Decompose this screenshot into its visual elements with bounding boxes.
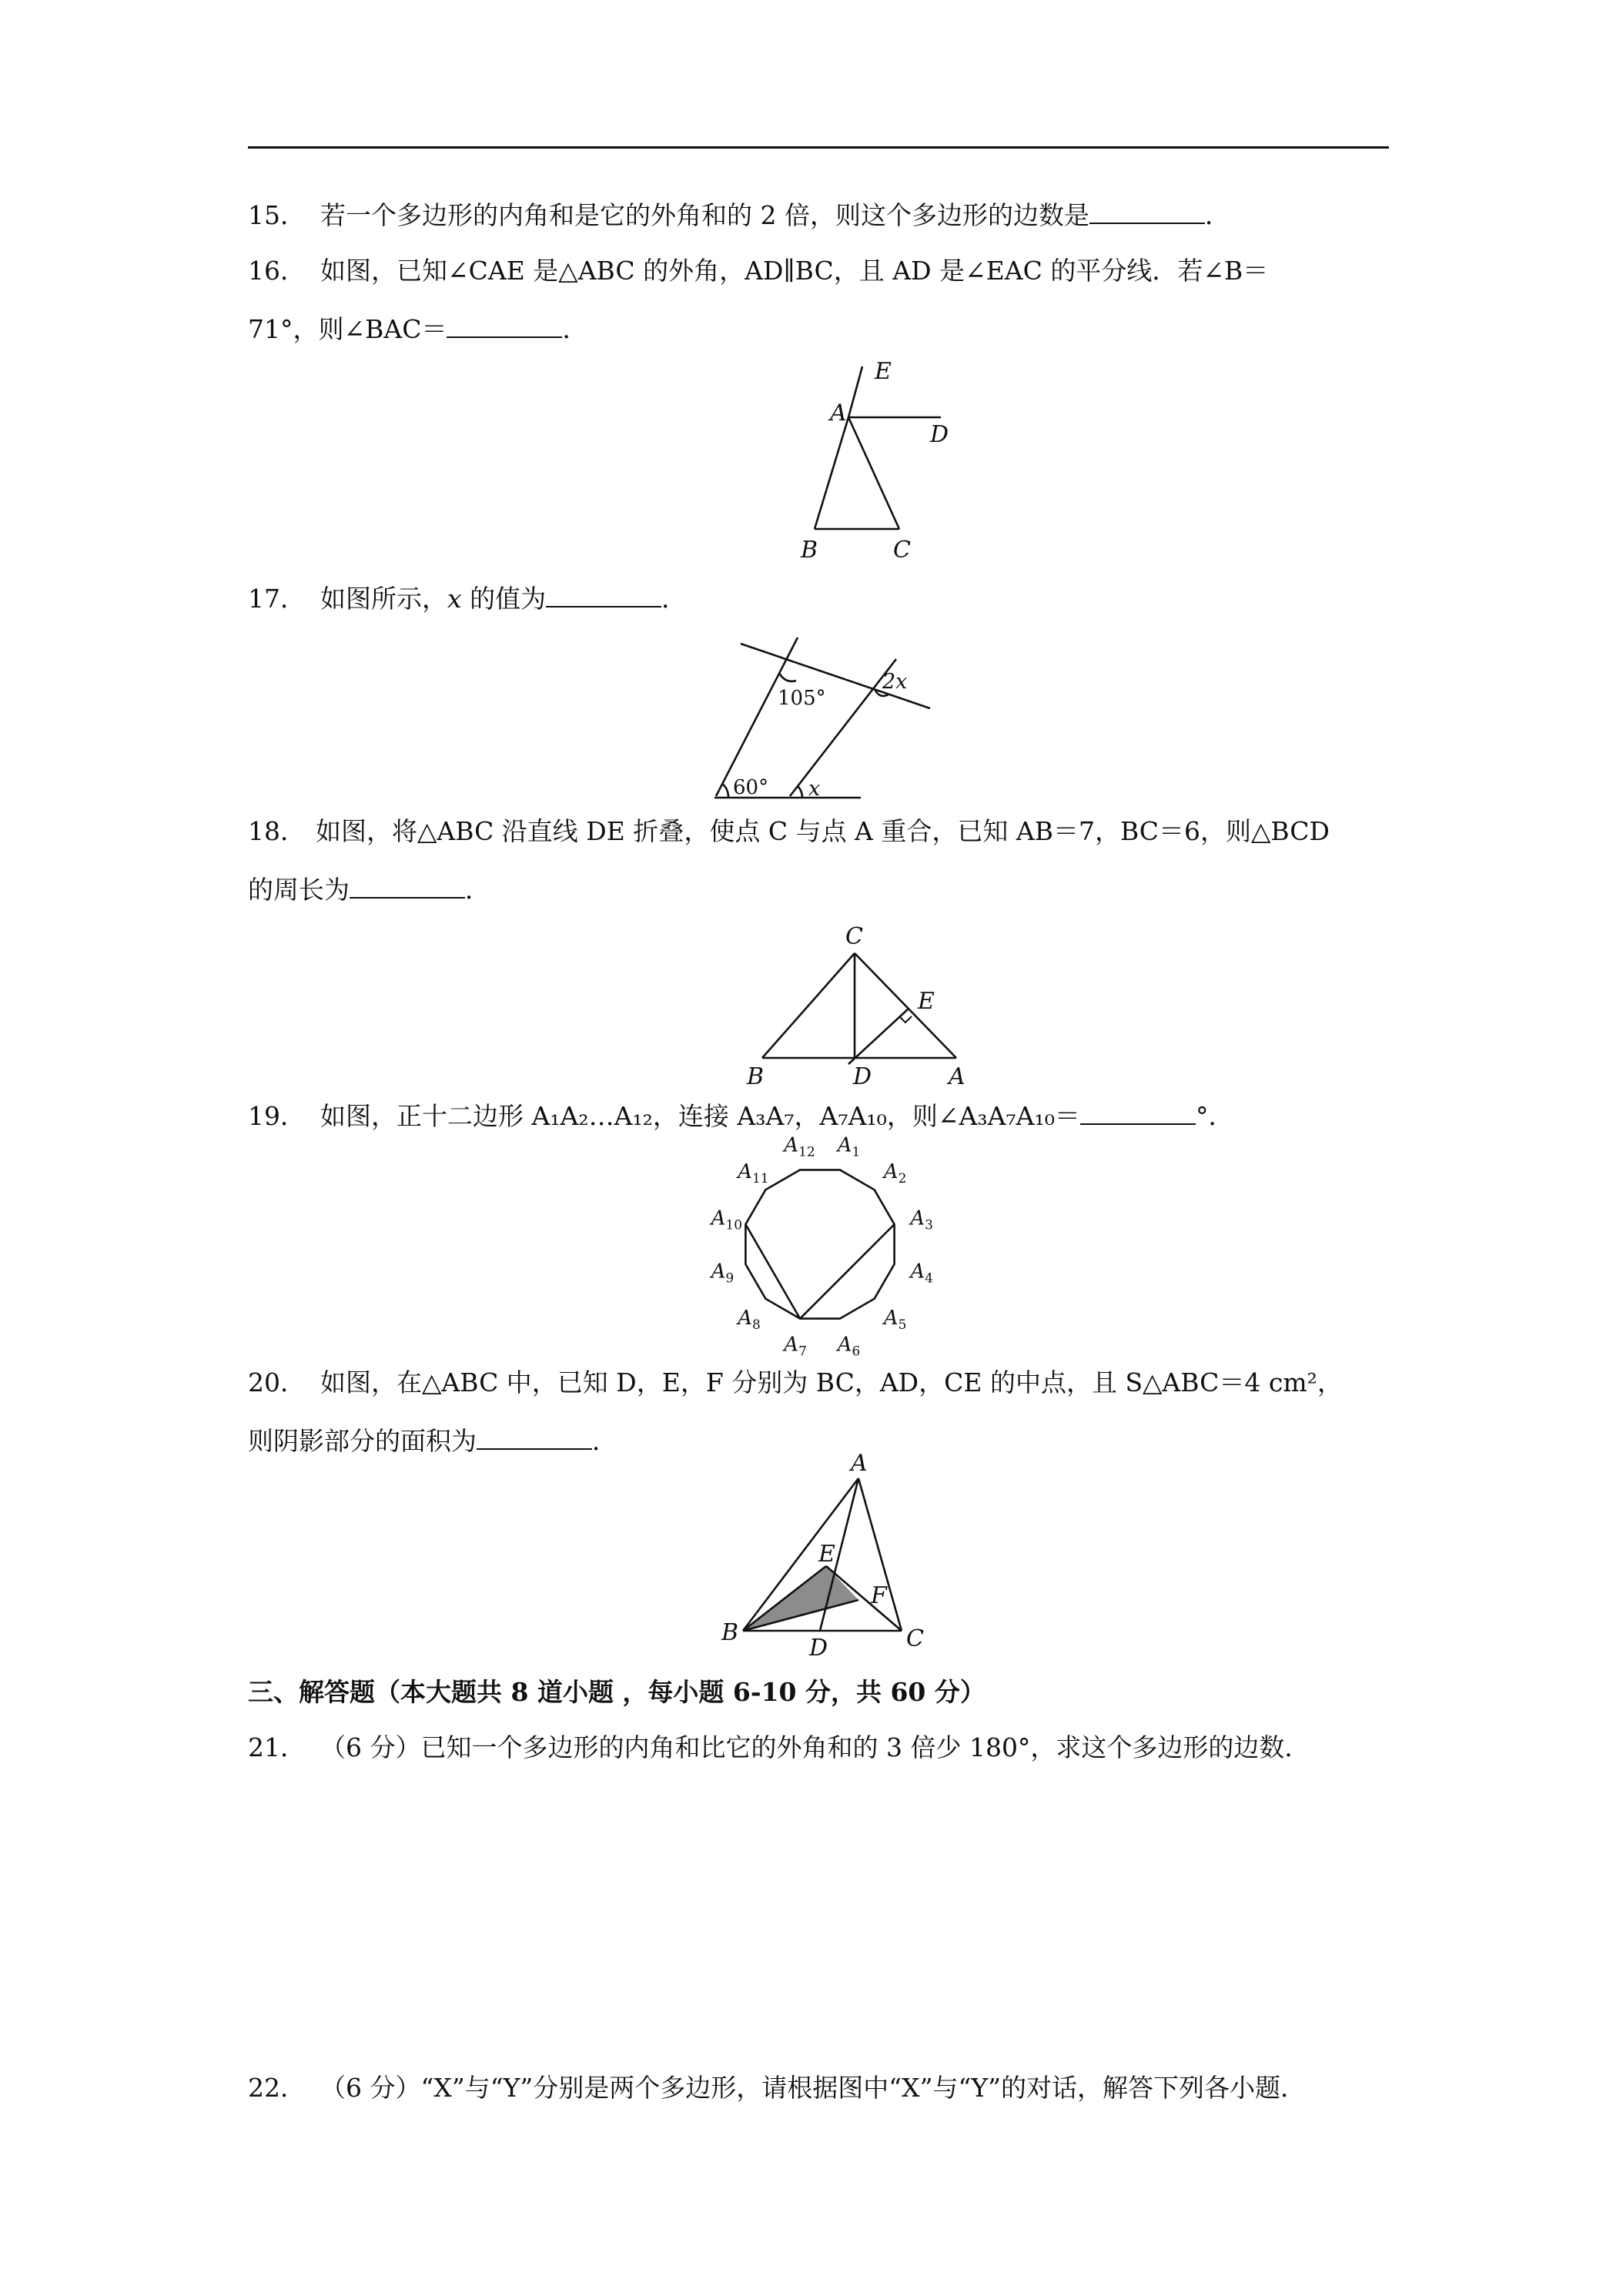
section-title: 三、解答题（本大题共 8 道小题 ，每小题 6-10 分，共 60 分）	[248, 1677, 986, 1707]
angle-arc-60	[722, 784, 728, 798]
label-b: B	[801, 537, 818, 564]
label-60: 60°	[733, 776, 769, 799]
label-e: E	[875, 358, 892, 385]
segment-bc	[762, 953, 855, 1058]
angle-arc-x	[798, 786, 802, 798]
label-c: C	[845, 923, 863, 950]
label-e: E	[918, 988, 935, 1015]
label-a: A	[851, 1450, 868, 1477]
ray-ae	[848, 366, 862, 417]
question-16-line2: 71°，则∠BAC＝ ．	[248, 314, 588, 344]
question-20-line2: 则阴影部分的面积为 ．	[248, 1426, 617, 1456]
question-18	[248, 815, 1389, 848]
label-a: A	[949, 1063, 965, 1090]
question-text: 如图，已知∠CAE 是△ABC 的外角，AD∥BC，且 AD 是∠EAC 的平分线．若∠B＝	[320, 256, 1269, 286]
figure-18	[747, 921, 978, 1089]
answer-blank[interactable]	[1089, 199, 1205, 224]
vertex-label-a5: $A_5$	[883, 1306, 907, 1333]
label-f: F	[871, 1582, 887, 1609]
question-number: 17．	[248, 584, 306, 614]
shaded-triangle-bef	[743, 1566, 858, 1631]
question-number: 18．	[248, 816, 306, 846]
segment-ab	[815, 417, 848, 529]
figure-17	[693, 630, 947, 807]
vertex-labels	[710, 1134, 933, 1360]
label-x: x	[808, 777, 821, 801]
label-b: B	[721, 1619, 739, 1646]
question-number: 21．	[248, 1732, 306, 1762]
question-22	[248, 2071, 1389, 2105]
label-d: D	[853, 1063, 872, 1090]
question-text: （6 分）已知一个多边形的内角和比它的外角和的 3 倍少 180°，求这个多边形的边数．	[320, 1732, 1310, 1762]
vertex-label-a8: $A_8$	[738, 1306, 761, 1333]
question-text: 如图，正十二边形 A₁A₂…A₁₂，连接 A₃A₇，A₇A₁₀，则∠A₃A₇A₁₀＝	[320, 1101, 1080, 1131]
question-number: 19．	[248, 1101, 306, 1131]
question-19: 19． 如图，正十二边形 A₁A₂…A₁₂，连接 A₃A₇，A₇A₁₀，则∠A₃A₇A₁₀＝ °．	[248, 1099, 1389, 1133]
vertex-label-a6: $A_6$	[837, 1333, 861, 1360]
answer-blank[interactable]	[447, 313, 562, 338]
question-number: 15．	[248, 200, 306, 230]
label-e: E	[818, 1541, 835, 1568]
vertex-label-a11: $A_{11}$	[738, 1160, 769, 1187]
question-21	[248, 1731, 1389, 1765]
figure-20	[712, 1450, 935, 1662]
question-text: 的周长为	[248, 875, 350, 905]
question-18-line2: 的周长为 ．	[248, 875, 490, 905]
vertex-label-a12: $A_{12}$	[784, 1133, 815, 1160]
label-d: D	[930, 421, 949, 448]
question-text: （6 分）“X”与“Y”分别是两个多边形，请根据图中“X”与“Y”的对话，解答下列各小题．	[320, 2073, 1307, 2103]
answer-blank[interactable]	[1080, 1100, 1196, 1125]
label-b: B	[747, 1063, 765, 1090]
vertex-label-a3: $A_3$	[910, 1207, 934, 1233]
question-text: 71°，则∠BAC＝	[248, 314, 447, 344]
question-text: 如图，在△ABC 中，已知 D，E，F 分别为 BC，AD，CE 的中点，且 S△ABC＝4 cm²，	[320, 1367, 1343, 1397]
answer-blank[interactable]	[546, 583, 661, 607]
right-angle-mark	[899, 1016, 912, 1022]
vertex-label-a7: $A_7$	[784, 1333, 807, 1360]
answer-blank[interactable]	[350, 874, 465, 899]
question-text: 若一个多边形的内角和是它的外角和的 2 倍，则这个多边形的边数是	[320, 200, 1089, 230]
question-number: 16．	[248, 256, 306, 286]
answer-blank[interactable]	[477, 1425, 592, 1450]
diagonal-a7-a10	[745, 1224, 800, 1318]
regular-dodecagon	[745, 1170, 894, 1318]
vertex-label-a4: $A_4$	[910, 1260, 934, 1287]
label-d: D	[809, 1635, 828, 1662]
label-a: A	[830, 400, 847, 427]
vertex-label-a2: $A_2$	[883, 1160, 907, 1187]
label-105: 105°	[778, 687, 826, 710]
label-c: C	[893, 537, 911, 564]
header-rule	[248, 146, 1389, 149]
question-text: 如图，将△ABC 沿直线 DE 折叠，使点 C 与点 A 重合，已知 AB＝7，BC＝6，则△BCD	[316, 816, 1330, 846]
question-text: 则阴影部分的面积为	[248, 1426, 477, 1456]
vertex-label-a9: $A_9$	[711, 1260, 735, 1287]
question-number: 22．	[248, 2073, 306, 2103]
question-20	[248, 1366, 1389, 1400]
label-c: C	[906, 1625, 924, 1652]
question-15: 15． 若一个多边形的内角和是它的外角和的 2 倍，则这个多边形的边数是 ．	[248, 199, 1389, 233]
question-16	[248, 254, 1389, 288]
segment-ac	[848, 417, 899, 529]
question-17: 17． 如图所示，x 的值为 ．	[248, 582, 1389, 616]
diagonal-a3-a7	[800, 1224, 894, 1318]
segment-ca	[855, 953, 956, 1058]
figure-16	[785, 356, 970, 565]
figure-19	[704, 1133, 935, 1360]
vertex-label-a1: $A_1$	[837, 1133, 861, 1160]
left-line	[716, 638, 798, 796]
question-number: 20．	[248, 1367, 306, 1397]
angle-arc-105	[779, 673, 796, 681]
vertex-label-a10: $A_{10}$	[711, 1207, 743, 1233]
label-2x: 2x	[882, 670, 908, 694]
